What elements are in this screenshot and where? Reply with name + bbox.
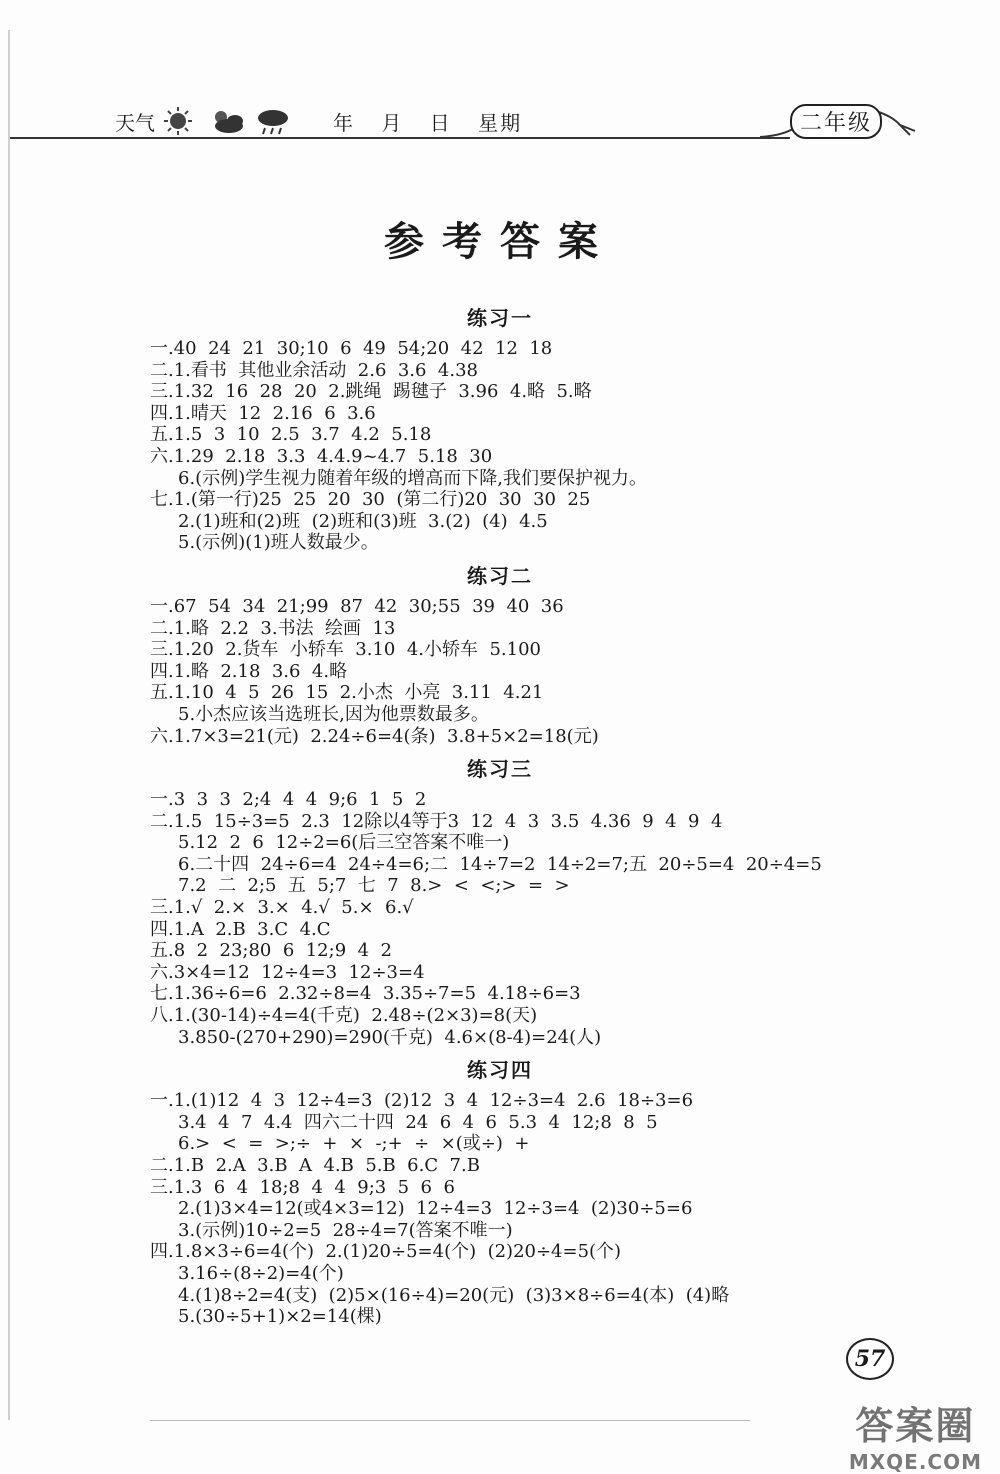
answer-line: 六.3×4=12 12÷4=3 12÷3=4 bbox=[150, 961, 425, 983]
answer-line: 2.(1)班和(2)班 (2)班和(3)班 3.(2) (4) 4.5 bbox=[178, 510, 548, 532]
answer-line: 四.1.晴天 12 2.16 6 3.6 bbox=[150, 402, 376, 424]
answer-line: 3.4 4 7 4.4 四六二十四 24 6 4 6 5.3 4 12;8 8 5 bbox=[178, 1111, 658, 1133]
answer-line: 5.(示例)(1)班人数最少。 bbox=[178, 532, 379, 554]
answer-line: 3.16÷(8÷2)=4(个) bbox=[178, 1262, 344, 1284]
page-number: 57 bbox=[846, 1338, 894, 1380]
rain-cloud-icon bbox=[253, 106, 287, 136]
answer-line: 四.1.略 2.18 3.6 4.略 bbox=[150, 660, 348, 682]
answer-line: 四.1.8×3÷6=4(个) 2.(1)20÷5=4(个) (2)20÷4=5(个) bbox=[150, 1241, 622, 1263]
section-title: 练习四 bbox=[467, 1058, 533, 1083]
answer-line: 7.2 二 2;5 五 5;7 七 7 8.> < <;> = > bbox=[178, 875, 570, 897]
answer-line: 5.12 2 6 12÷2=6(后三空答案不唯一) bbox=[178, 832, 510, 854]
answer-line: 一.40 24 21 30;10 6 49 54;20 42 12 18 bbox=[150, 338, 553, 359]
answer-line: 三.1.20 2.货车 小轿车 3.10 4.小轿车 5.100 bbox=[150, 639, 541, 661]
answer-line: 一.3 3 3 2;4 4 4 9;6 1 5 2 bbox=[150, 789, 427, 811]
grade-badge: 二年级 bbox=[790, 104, 882, 139]
answer-line: 2.(1)3×4=12(或4×3=12) 12÷4=3 12÷3=4 (2)30÷5=6 bbox=[178, 1198, 693, 1220]
answer-line: 七.1.36÷6=6 2.32÷8=4 3.35÷7=5 4.18÷6=3 bbox=[150, 983, 581, 1005]
answer-line: 三.1.3 6 4 18;8 4 4 9;3 5 6 6 bbox=[150, 1176, 455, 1198]
answer-line: 二.1.5 15÷3=5 2.3 12除以4等于3 12 4 3 3.5 4.36 9 4 9 4 bbox=[150, 810, 723, 832]
answer-line: 四.1.A 2.B 3.C 4.C bbox=[150, 918, 331, 940]
answer-line: 6.(示例)学生视力随着年级的增高而下降,我们要保护视力。 bbox=[178, 467, 647, 489]
answer-line: 6.二十四 24÷6=4 24÷4=6;二 14÷7=2 14÷2=7;五 20÷5=4 20÷4=5 bbox=[178, 853, 822, 875]
answer-line: 5.小杰应该当选班长,因为他票数最多。 bbox=[178, 703, 489, 725]
page-header bbox=[115, 106, 522, 136]
answer-line: 六.1.29 2.18 3.3 4.4.9~4.7 5.18 30 bbox=[150, 445, 493, 467]
page-title: 参考答案 bbox=[384, 218, 616, 265]
answer-line: 七.1.(第一行)25 25 20 30 (第二行)20 30 30 25 bbox=[150, 489, 591, 511]
answer-line: 五.1.5 3 10 2.5 3.7 4.2 5.18 bbox=[150, 424, 432, 446]
answer-line: 3.(示例)10÷2=5 28÷4=7(答案不唯一) bbox=[178, 1219, 513, 1241]
watermark bbox=[849, 1395, 982, 1474]
answer-line: 五.1.10 4 5 26 15 2.小杰 小亮 3.11 4.21 bbox=[150, 682, 544, 704]
answer-line: 三.1.32 16 28 20 2.跳绳 踢毽子 3.96 4.略 5.略 bbox=[150, 381, 592, 403]
answer-content bbox=[150, 296, 910, 1328]
answer-line: 6.> < = >;÷ + × -;+ ÷ ×(或÷) + bbox=[178, 1133, 530, 1155]
answer-line: 五.8 2 23;80 6 12;9 4 2 bbox=[150, 940, 392, 962]
weather-label: 天气 bbox=[115, 110, 155, 135]
partly-cloudy-icon bbox=[207, 106, 241, 136]
section-title: 练习一 bbox=[467, 306, 533, 330]
answer-line: 一.1.(1)12 4 3 12÷4=3 (2)12 3 4 12÷3=4 2.6 18÷3=6 bbox=[150, 1090, 694, 1112]
date-label: 年 月 日 星期 bbox=[333, 110, 523, 135]
footer-rule bbox=[150, 1420, 750, 1421]
answer-line: 一.67 54 34 21;99 87 42 30;55 39 40 36 bbox=[150, 595, 564, 617]
sun-icon bbox=[161, 106, 195, 136]
answer-line: 二.1.看书 其他业余活动 2.6 3.6 4.38 bbox=[150, 359, 478, 381]
answer-line: 三.1.√ 2.× 3.× 4.√ 5.× 6.√ bbox=[150, 897, 414, 919]
answer-line: 八.1.(30-14)÷4=4(千克) 2.48÷(2×3)=8(天) bbox=[150, 1005, 538, 1027]
header-rule bbox=[10, 137, 790, 139]
answer-line: 六.1.7×3=21(元) 2.24÷6=4(条) 3.8+5×2=18(元) bbox=[150, 725, 599, 747]
watermark-logo: 答案圈 bbox=[855, 1404, 976, 1448]
answer-line: 5.(30÷5+1)×2=14(棵) bbox=[178, 1306, 382, 1328]
answer-line: 二.1.B 2.A 3.B A 4.B 5.B 6.C 7.B bbox=[150, 1155, 480, 1176]
section-title: 练习三 bbox=[467, 757, 533, 782]
answer-line: 二.1.略 2.2 3.书法 绘画 13 bbox=[150, 617, 396, 639]
answer-line: 3.850-(270+290)=290(千克) 4.6×(8-4)=24(人) bbox=[178, 1026, 602, 1048]
answer-line: 4.(1)8÷2=4(支) (2)5×(16÷4)=20(元) (3)3×8÷6=4(本) (4)略 bbox=[178, 1284, 730, 1306]
watermark-url: MXQE.COM bbox=[848, 1450, 982, 1474]
section-title: 练习二 bbox=[467, 563, 533, 588]
